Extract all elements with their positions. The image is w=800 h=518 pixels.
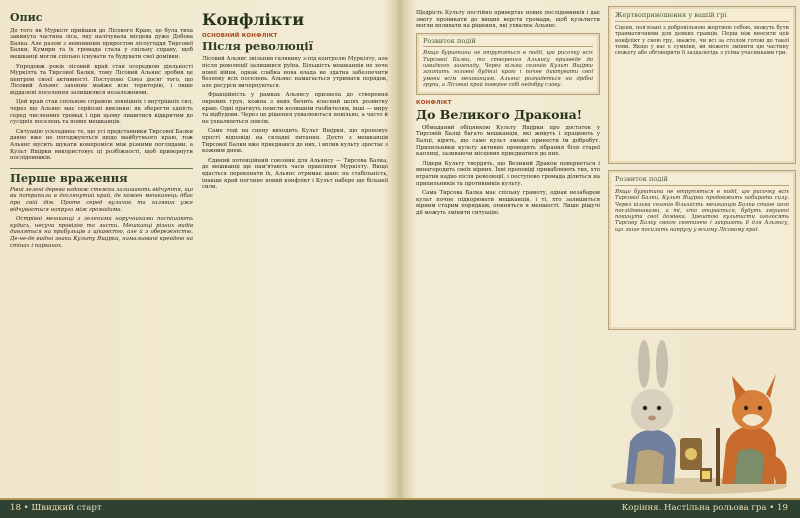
paragraph: Саме тоді на сцену виходить Культ Ящірки, що пропонує прості відповіді на складні питання. Дехто з мешканців Тирсової Балки вже приєднався до них, і вплив культу зростає з кожним днем.	[202, 128, 388, 155]
kicker-main-conflict: ОСНОВНИЙ КОНФЛІКТ	[202, 32, 278, 39]
sidebar-text: Якщо бурштини не втрутяться в події, цю рисочку всіх Тирсової Балки, то створення Альянсу призведе до швидкого занепаду. Через кілька сезонів Культ Ящірки захопить головні будівлі краю і почне диктувати свої умови всім мешканцям. Альянс розпадеться на дрібні групи, а Лісовий край поверне собі недобру славу.	[423, 50, 593, 88]
conflict-title-great-dragon: До Великого Дракона!	[416, 106, 583, 122]
page-footer	[0, 498, 800, 518]
paragraph: Ситуацію ускладнює те, що усі представники Тирсової Балки давно вже не погоджуються щодо майбутнього краю, тож Альянс мусить шукати компроміси між різними поглядами, а Культ Ящірки використовує ці розбіжності, щоб привернути послідовників.	[10, 128, 193, 162]
left-column-conflicts	[202, 10, 388, 496]
sidebar-text: Сцени, пов'язані з добровільною жертвою собою, можуть бути травматичними для деяких гравців. Перш ніж вносити цей конфлікт у свою гру, зважте, чи всі за столом готові до такої теми. Якщо у вас є сумніви, ви можете змінити цю частину сюжету або обговорити її заздалегідь з усіма учасниками гри.	[615, 25, 789, 57]
paragraph: Лідери Культу твердять, що Великий Дракон повернеться і винагородить своїх вірних. Їхні проповіді приваблюють тих, хто втратив надію після революції, і поступово громада ділиться на прихильників та противників культу.	[416, 160, 600, 187]
paragraph: Фракційність у рамках Альянсу призвела до створення окремих груп, кожна з яких бачить власний шлях розвитку краю. Одні прагнуть помсти колишнім гнобителям, інші — миру та відбудови. Через це рішення ухвалюються повільно, а часто й не ухвалюються зовсім.	[202, 92, 388, 125]
left-column-description	[10, 10, 193, 496]
sidebar-text: Якщо бурштини не втрутяться в події, цю рисочку всіх Тирсової Балки, Культ Ящірки продовжить набирати силу. Через кілька сезонів більшість мешканців Балки стане його послідовниками, а ті, хто опирається, будуть змушені покинути свої домівки. Зрештою культисти оголосять Тирсову Балку своєю святинею і закриють її для Альянсу, що лише посилить напругу у всьому Лісовому краї.	[615, 189, 789, 233]
paragraph: Обмаданий обіцянкою Культу Ящірки про достаток у Тирсовій Балці багато мешканців, які живуть і працюють у Балці, вірять, що саме культ зможе принести їм добробут. Прихильники культу активно проводять зібрання біля старої каплиці, зазиваючи місцевих приєднатися до них.	[416, 124, 600, 158]
paragraph: Цей край став спільною справою зовнішніх і внутрішніх сил, через що Альянс має серйозні виклики: як зберегти єдність серед численних громад і при цьому лишитися відкритим до сусідніх поселень та нових мешканців.	[10, 99, 193, 126]
rabbit-character-icon	[626, 340, 702, 484]
paragraph: Упродовж років лісовий край став осередком діяльності Муркілта та Тирсової Балки, тому Лісовий Альянс зробив це центром своєї активності. Поступово Союз досяг того, що Лісовий Альянс захопив майже всю територію, і лише віддалені поселення залишилися незалежними.	[10, 63, 193, 96]
paragraph: Щедрість Культу постійно привертає нових послідовників і дає змогу проникати до вищих верств громади, щоб культисти могли впливати на рішення, які ухвалює Альянс.	[416, 10, 600, 30]
paragraph: Сама Тирсова Балка має спільну грамоту, однак незабаром культ почне підкорювати мешканців, і ті, хто залишиться вірним старим порядкам, опиняться в меншості. Лише рішучі дії можуть змінити ситуацію.	[416, 190, 600, 216]
footer-right-page-number: Коріння. Настільна рольова гра • 19	[621, 503, 788, 513]
paragraph: Острівні мешканці з зеленими наручниками поспішають кудись, несучи провізію та листи. Мешканці різних видів дивляться на прибульців з цікавістю, але й з обережністю. Де-не-де видно знаки Культу Ящірки, намальовані крейдою на стінах і парканах.	[10, 216, 193, 249]
kicker-conflict: КОНФЛІКТ	[416, 100, 452, 107]
right-column-dragon	[416, 10, 600, 496]
sidebar-title: Розвиток подій	[423, 38, 593, 48]
sidebar-title: Розвиток подій	[615, 175, 789, 186]
footer-left-page-number: 18 • Швидкий старт	[10, 503, 102, 513]
paragraph: Лісовий Альянс звільнив галявину з-під контролю Муркілту, але після революції залишився руїна. Більшість мешканців не хоче нової війни, однак слабка нова влада не здатна забезпечити безпеку всіх поселень. Альянс намагається утримати порядок, але ресурси вичерпуються.	[202, 56, 388, 89]
sidebar-events-1	[416, 33, 600, 95]
section-title-first-impression: Перше враження	[10, 168, 193, 184]
sidebar-sacrifice	[608, 6, 796, 164]
section-title-description: Опис	[10, 11, 43, 24]
paragraph: Рівні зелені дерева вздовж стежки залишають відчуття, що ви потрапили в доглянутий край, де кожен мешканець дбає про свій дім. Проте серед вуличок та галявин уже відчувається напруга між громадами.	[10, 186, 193, 213]
chapter-title-conflicts: Конфлікти	[202, 10, 305, 29]
paragraph: Єдиний потенційний союзник для Альянсу — Тирсова Балка, де мешканці ще пам'ятають часи правління Муркілту. Якщо вдасться переконати їх, Альянс отримає шанс на стабільність, інакше край поглине новий конфлікт і Культ набере ще більшої сили.	[202, 157, 388, 191]
sidebar-events-2	[608, 170, 796, 330]
woodland-animals-illustration	[604, 334, 794, 496]
sidebar-title: Жертвоприношення у вашій грі	[615, 11, 789, 22]
conflict-title-after-revolution: Після революції	[202, 39, 313, 54]
fox-character-icon	[716, 374, 787, 486]
first-impression-text	[10, 187, 193, 249]
lantern-icon	[700, 468, 712, 482]
paragraph: До того як Муркілт прийшов до Лісового Краю, це була тиха закинута частина ліса, яку налічувала місцева дуже Добова Балка. Але разом з невпинним приростом лісоугоддя Тирсової Балки, Кумири та їх громада стала у спільну справу, щоб мешканці могли спільно існувати та будувати свої домівки.	[10, 27, 193, 60]
